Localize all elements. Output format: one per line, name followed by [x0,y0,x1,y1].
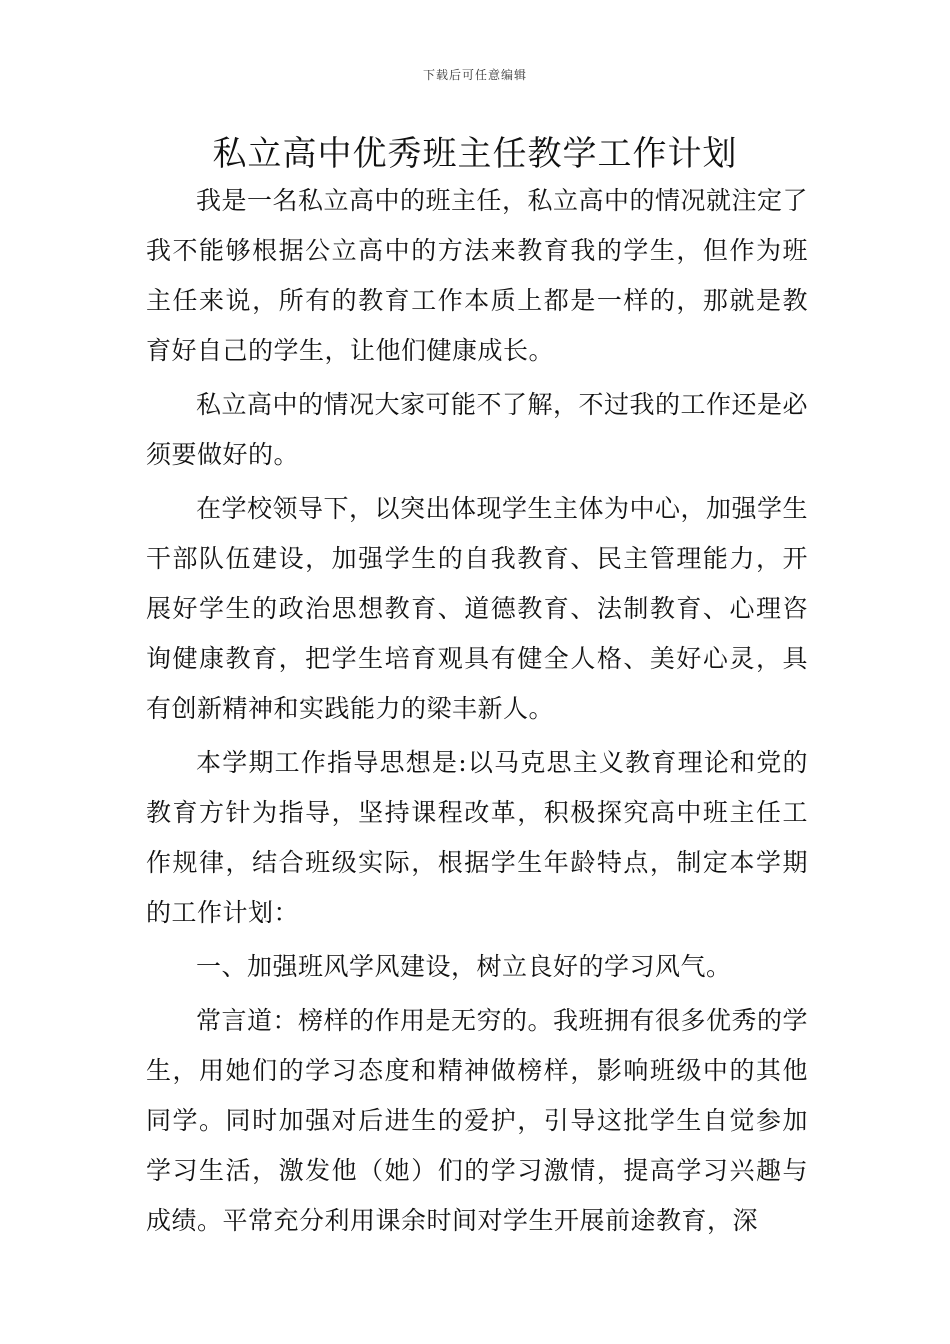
paragraph: 私立高中的情况大家可能不了解，不过我的工作还是必须要做好的。 [146,390,809,469]
paragraph: 我是一名私立高中的班主任，私立高中的情况就注定了我不能够根据公立高中的方法来教育我的学生，但作为班主任来说，所有的教育工作本质上都是一样的，那就是教育好自己的学生，让他们健康成长。 [146,186,809,365]
section-heading: 一、加强班风学风建设，树立良好的学习风气。 [196,952,732,981]
paragraph: 在学校领导下，以突出体现学生主体为中心，加强学生干部队伍建设，加强学生的自我教育、民主管理能力，开展好学生的政治思想教育、道德教育、法制教育、心理咨询健康教育，把学生培育观具有健全人格、美好心灵，具有创新精神和实践能力的梁丰新人。 [146,494,809,723]
paragraph: 常言道：榜样的作用是无穷的。我班拥有很多优秀的学生，用她们的学习态度和精神做榜样，影响班级中的其他同学。同时加强对后进生的爱护，引导这批学生自觉参加学习生活，激发他（她）们的学习激情，提高学习兴趣与成绩。平常充分利用课余时间对学生开展前途教育，深 [146,1006,809,1235]
document-title: 私立高中优秀班主任教学工作计划 [212,134,738,174]
paragraph: 本学期工作指导思想是:以马克思主义教育理论和党的教育方针为指导，坚持课程改革，积极探究高中班主任工作规律，结合班级实际，根据学生年龄特点，制定本学期的工作计划： [146,748,808,927]
document-body [146,176,808,1250]
header-note: 下载后可任意编辑 [422,68,527,82]
